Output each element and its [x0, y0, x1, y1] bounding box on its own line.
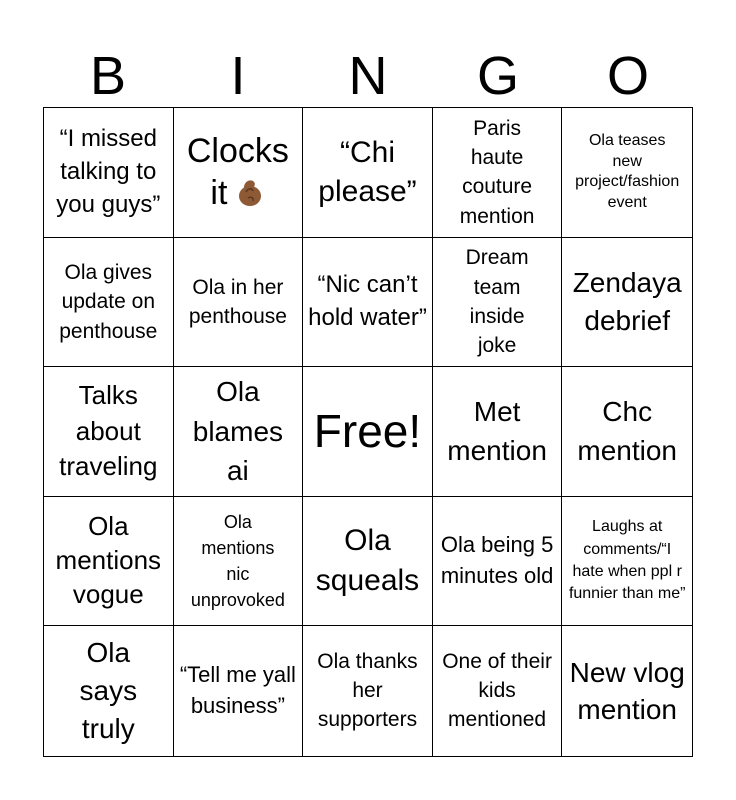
bingo-cell-14[interactable]	[433, 367, 563, 497]
cell-text: Clocks it	[186, 131, 289, 213]
cell-text-with-icon	[178, 130, 299, 215]
bingo-cell-16[interactable]	[44, 497, 174, 627]
cell-text: Ola says truly	[79, 637, 138, 745]
bingo-cell-24[interactable]	[433, 626, 563, 756]
header-letter-i: I	[230, 46, 246, 106]
cell-text: Paris haute couture mention	[459, 116, 535, 228]
cell-text: “I missed talking to you guys”	[56, 125, 161, 218]
header-letter-g: G	[476, 46, 519, 106]
bingo-header	[43, 44, 693, 108]
bingo-cell-20[interactable]	[562, 497, 692, 627]
bingo-cell-12[interactable]	[174, 367, 304, 497]
bingo-cell-22[interactable]	[174, 626, 304, 756]
bingo-cell-5[interactable]	[562, 108, 692, 238]
cell-text: “Chi please”	[318, 136, 417, 209]
cell-text: Ola gives update on penthouse	[59, 260, 158, 343]
cell-text: Ola squeals	[315, 523, 420, 598]
cell-text: Ola mentions nic unprovoked	[190, 511, 285, 611]
bingo-cell-7[interactable]	[174, 238, 304, 368]
cell-text: Zendaya debrief	[572, 267, 682, 336]
cell-text: Ola blames ai	[192, 375, 284, 487]
bingo-cell-21[interactable]	[44, 626, 174, 756]
bingo-cell-10[interactable]	[562, 238, 692, 368]
bingo-cell-9[interactable]	[433, 238, 563, 368]
cell-text: “Nic can’t hold water”	[308, 271, 427, 331]
bingo-cell-4[interactable]	[433, 108, 563, 238]
bingo-cell-17[interactable]	[174, 497, 304, 627]
bingo-cell-23[interactable]	[303, 626, 433, 756]
cell-text: Talks about traveling	[59, 379, 158, 482]
cell-text: Chc mention	[577, 395, 677, 467]
bingo-cell-2[interactable]	[174, 108, 304, 238]
cell-text: Ola teases new project/fashion event	[575, 131, 680, 212]
cell-text: “Tell me yall business”	[179, 662, 296, 719]
bingo-cell-11[interactable]	[44, 367, 174, 497]
bingo-board	[43, 107, 693, 757]
cell-text: Ola being 5 minutes old	[440, 532, 554, 589]
cell-text: Ola mentions vogue	[55, 511, 162, 609]
bingo-cell-18[interactable]	[303, 497, 433, 627]
cell-text: Ola thanks her supporters	[317, 649, 418, 731]
bingo-cell-3[interactable]	[303, 108, 433, 238]
cell-text: New vlog mention	[569, 656, 685, 726]
header-letter-b: B	[89, 46, 127, 106]
cell-text: Laughs at comments/“I hate when ppl r funnier than me”	[568, 518, 686, 603]
bingo-cell-8[interactable]	[303, 238, 433, 368]
header-letter-o: O	[606, 46, 649, 106]
free-space-text: Free!	[313, 405, 422, 458]
pinched-fingers-icon	[235, 176, 265, 206]
bingo-cell-15[interactable]	[562, 367, 692, 497]
bingo-cell-25[interactable]	[562, 626, 692, 756]
cell-text: Dream team inside joke	[465, 246, 529, 358]
bingo-cell-1[interactable]	[44, 108, 174, 238]
header-letter-n: N	[348, 46, 388, 106]
bingo-cell-13-free[interactable]	[303, 367, 433, 497]
cell-text: Met mention	[447, 395, 547, 467]
bingo-cell-6[interactable]	[44, 238, 174, 368]
cell-text: Ola in her penthouse	[188, 275, 287, 328]
cell-text: One of their kids mentioned	[442, 649, 552, 731]
bingo-cell-19[interactable]	[433, 497, 563, 627]
